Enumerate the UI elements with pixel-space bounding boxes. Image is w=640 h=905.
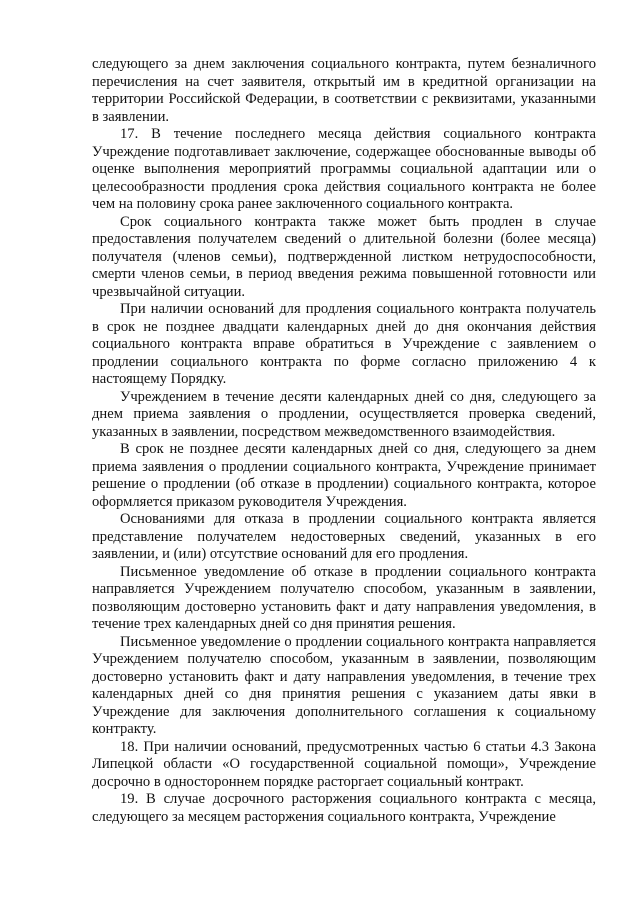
paragraph-extension-notice: Письменное уведомление о продлении социального контракта направляется Учреждением получателю способом, указанным в заявлении, позволяющим достоверно установить факт и дату направления уведомления, в течение трех календарных дней со дня принятия решения с указанием даты явки в Учреждение для заключения дополнительного соглашения к социальному контракту. [92, 633, 596, 737]
paragraph-contract-extension: Срок социального контракта также может быть продлен в случае предоставления получателем сведений о длительной болезни (более месяца) получателя (членов семьи), подтвержденной листком нетрудоспособности, смерти членов семьи, в период введения режима повышенной готовности или чрезвычайной ситуации. [92, 213, 596, 300]
paragraph-extension-request: При наличии оснований для продления социального контракта получатель в срок не позднее двадцати календарных дней до дня окончания действия социального контракта вправе обратиться в Учреждение с заявлением о продлении социального контракта по форме согласно приложению 4 к настоящему Порядку. [92, 301, 596, 387]
paragraph-18: 18. При наличии оснований, предусмотренных частью 6 статьи 4.3 Закона Липецкой области «О государственной социальной помощи», Учреждение досрочно в одностороннем порядке расторгает социальный контракт. [92, 738, 596, 790]
paragraph-19: 19. В случае досрочного расторжения социального контракта с месяца, следующего за месяцем расторжения социального контракта, Учреждение [92, 791, 596, 825]
paragraph-verification: Учреждением в течение десяти календарных дней со дня, следующего за днем приема заявления о продлении, осуществляется проверка сведений, указанных в заявлении, посредством межведомственного взаимодействия. [92, 388, 596, 440]
paragraph-continuation: следующего за днем заключения социального контракта, путем безналичного перечисления на счет заявителя, открытый им в кредитной организации на территории Российской Федерации, в соответствии с реквизитами, указанными в заявлении. [92, 56, 596, 125]
paragraph-refusal-grounds: Основаниями для отказа в продлении социального контракта является представление получателем недостоверных сведений, указанных в его заявлении, и (или) отсутствие оснований для его продления. [92, 511, 596, 562]
paragraph-decision: В срок не позднее десяти календарных дней со дня, следующего за днем приема заявления о продлении социального контракта, Учреждение принимает решение о продлении (об отказе в продлении) социального контракта, которое оформляется приказом руководителя Учреждения. [92, 441, 596, 510]
document-body [92, 56, 596, 826]
paragraph-17: 17. В течение последнего месяца действия социального контракта Учреждение подготавливает заключение, содержащее обоснованные выводы об оценке выполнения мероприятий программы социальной адаптации или о целесообразности продления срока действия социального контракта не более чем на половину срока ранее заключенного социального контракта. [92, 126, 596, 212]
paragraph-refusal-notice: Письменное уведомление об отказе в продлении социального контракта направляется Учреждением получателю способом, указанным в заявлении, позволяющим достоверно установить факт и дату направления уведомления, в течение трех календарных дней со дня принятия решения. [92, 563, 596, 632]
